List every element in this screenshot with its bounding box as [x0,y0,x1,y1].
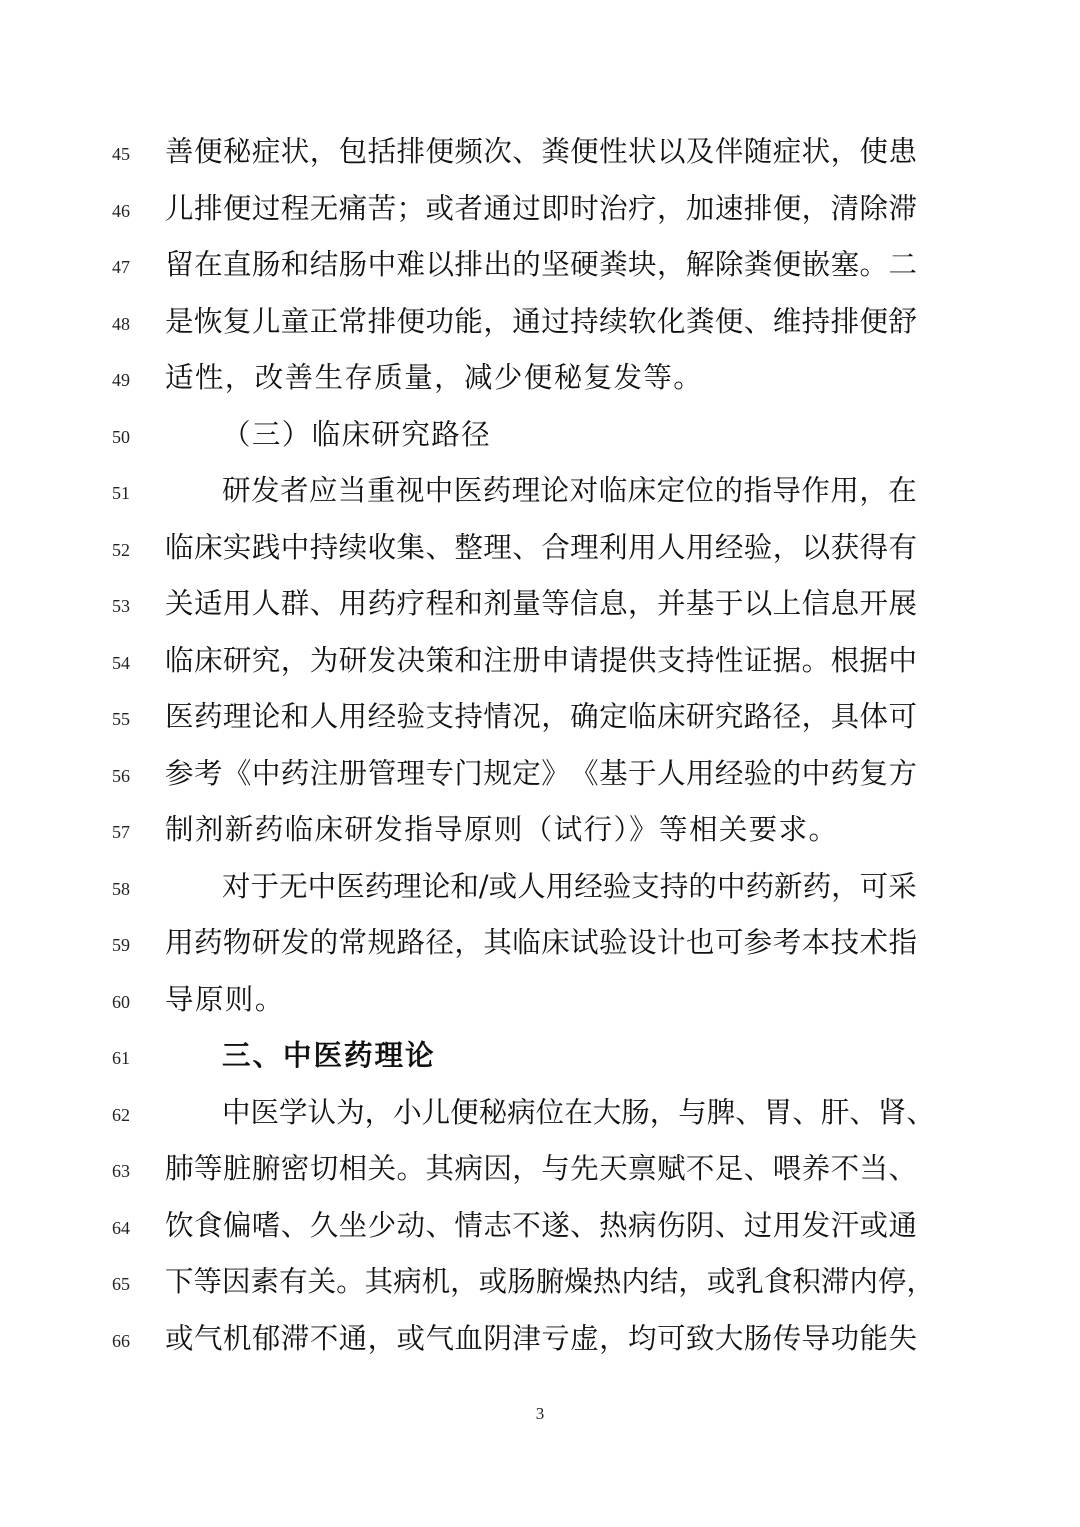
line-text: 中 医 学 认 为 ， 小 儿 便 秘 病 位 在 大 肠 ， 与 脾 、 胃 、 肝 、 肾 、 [222,1096,935,1129]
text-line [0,471,1080,511]
section-heading: （三）临床研究路径 [222,418,492,451]
line-number: 51 [112,483,130,503]
text-line [0,1319,1080,1359]
line-number: 63 [112,1161,130,1181]
line-text: 儿 排 便 过 程 无 痛 苦 ； 或 者 通 过 即 时 治 疗 ， 加 速 排 便 ， 清 除 滞 [165,192,917,225]
text-line [0,980,1080,1020]
line-number: 45 [112,144,130,164]
line-text: 是 恢 复 儿 童 正 常 排 便 功 能 ， 通 过 持 续 软 化 粪 便 、 维 持 排 便 舒 [165,305,917,338]
line-number: 47 [112,257,130,277]
text-line [0,132,1080,172]
line-text: 参 考 《 中 药 注 册 管 理 专 门 规 定 》 《 基 于 人 用 经 验 的 中 药 复 方 [165,757,917,790]
chapter-heading: 三、中医药理论 [222,1039,436,1072]
line-number: 61 [112,1048,130,1068]
line-text: 饮 食 偏 嗜 、 久 坐 少 动 、 情 志 不 遂 、 热 病 伤 阴 、 过 用 发 汗 或 通 [165,1209,917,1242]
text-line [0,1149,1080,1189]
text-line [0,584,1080,624]
line-number: 57 [112,822,130,842]
line-text: 肺 等 脏 腑 密 切 相 关 。 其 病 因 ， 与 先 天 禀 赋 不 足 、 喂 养 不 当 、 [165,1152,917,1185]
line-text: 留 在 直 肠 和 结 肠 中 难 以 排 出 的 坚 硬 粪 块 ， 解 除 粪 便 嵌 塞 。 二 [165,248,917,281]
text-line [0,1206,1080,1246]
line-number: 46 [112,201,130,221]
line-number: 52 [112,540,130,560]
line-number: 53 [112,596,130,616]
line-text: 临 床 研 究 ， 为 研 发 决 策 和 注 册 申 请 提 供 支 持 性 证 据 。 根 据 中 [165,644,917,677]
line-number: 65 [112,1274,130,1294]
line-text: 医 药 理 论 和 人 用 经 验 支 持 情 况 ， 确 定 临 床 研 究 路 径 ， 具 体 可 [165,700,917,733]
line-text: 导原则。 [165,983,285,1016]
line-number: 64 [112,1218,130,1238]
text-line [0,358,1080,398]
line-number: 62 [112,1105,130,1125]
text-line [0,1262,1080,1302]
line-text: 或 气 机 郁 滞 不 通 ， 或 气 血 阴 津 亏 虚 ， 均 可 致 大 肠 传 导 功 能 失 [165,1322,917,1355]
line-text: 临 床 实 践 中 持 续 收 集 、 整 理 、 合 理 利 用 人 用 经 验 ， 以 获 得 有 [165,531,917,564]
line-text: 对 于 无 中 医 药 理 论 和 / 或 人 用 经 验 支 持 的 中 药 新 药 ， 可 采 [222,870,917,903]
text-line [0,189,1080,229]
line-number: 56 [112,766,130,786]
text-line [0,641,1080,681]
line-number: 59 [112,935,130,955]
text-line [0,1093,1080,1133]
line-text: 善 便 秘 症 状 ， 包 括 排 便 频 次 、 粪 便 性 状 以 及 伴 随 症 状 ， 使 患 [165,135,917,168]
text-line [0,867,1080,907]
line-text: 用 药 物 研 发 的 常 规 路 径 ， 其 临 床 试 验 设 计 也 可 参 考 本 技 术 指 [165,926,917,959]
line-text: 研 发 者 应 当 重 视 中 医 药 理 论 对 临 床 定 位 的 指 导 作 用 ， 在 [222,474,917,507]
line-number: 50 [112,427,130,447]
text-line [0,923,1080,963]
text-line [0,528,1080,568]
line-number: 58 [112,879,130,899]
line-text: 关 适 用 人 群 、 用 药 疗 程 和 剂 量 等 信 息 ， 并 基 于 以 上 信 息 开 展 [165,587,917,620]
line-number: 60 [112,992,130,1012]
text-line [0,245,1080,285]
line-text: 下 等 因 素 有 关 。 其 病 机 ， 或 肠 腑 燥 热 内 结 ， 或 乳 食 积 滞 内 停 ， [165,1265,935,1298]
line-number: 66 [112,1331,130,1351]
page-number: 3 [535,1404,545,1423]
text-line [0,302,1080,342]
text-line [0,697,1080,737]
line-number: 48 [112,314,130,334]
text-line [0,1036,1080,1076]
text-line [0,810,1080,850]
line-text: 适性，改善生存质量，减少便秘复发等。 [165,361,704,394]
text-line [0,415,1080,455]
line-text: 制剂新药临床研发指导原则（试行）》等相关要求。 [165,813,839,846]
line-number: 54 [112,653,130,673]
line-number: 49 [112,370,130,390]
text-line [0,754,1080,794]
line-number: 55 [112,709,130,729]
